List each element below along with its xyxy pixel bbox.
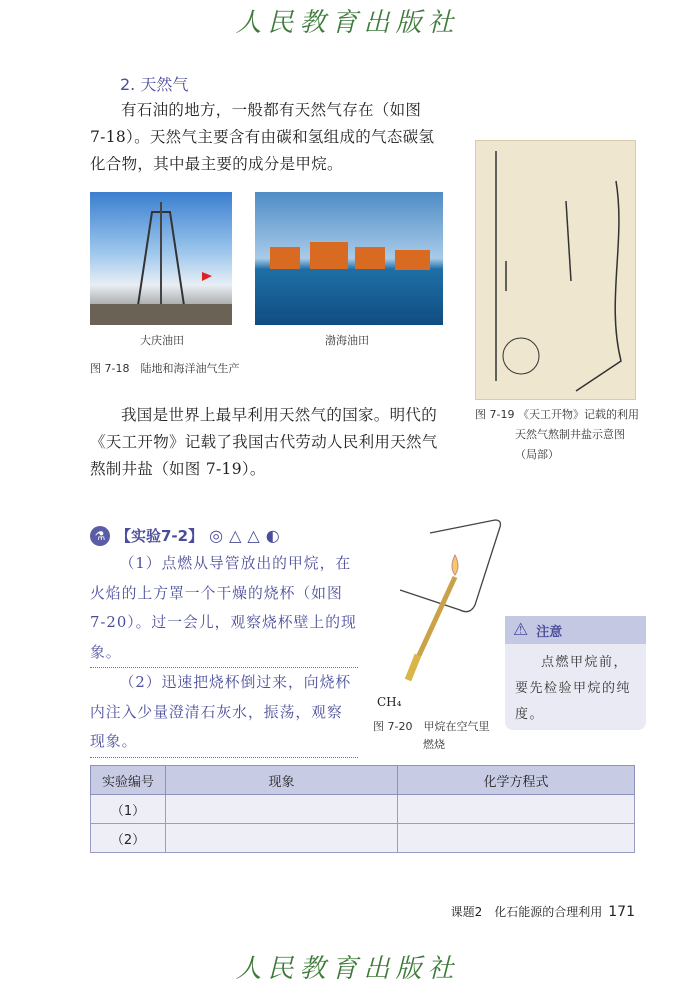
notice-title: 注意	[536, 624, 563, 640]
page-number: 171	[608, 904, 635, 920]
results-table	[90, 765, 635, 853]
paragraph-2: 我国是世界上最早利用天然气的国家。明代的《天工开物》记载了我国古代劳动人民利用天然气熬制井盐（如图 7-19）。	[90, 406, 438, 478]
flask-icon: ⚗	[90, 526, 110, 546]
col-header-id: 实验编号	[91, 766, 166, 795]
experiment-steps	[90, 549, 358, 758]
section-heading: 2. 天然气	[120, 75, 189, 94]
experiment-title: 【实验7-2】	[116, 527, 204, 545]
table-row	[91, 795, 635, 824]
experiment-header	[90, 525, 280, 546]
photo1-caption: 大庆油田	[140, 334, 184, 347]
figure-7-18-caption: 图 7-18 陆地和海洋油气生产	[90, 362, 240, 375]
experiment-step-1: （1）点燃从导管放出的甲烷，在火焰的上方罩一个干燥的烧杯（如图 7-20）。过一会儿，观察烧杯壁上的现象。	[90, 549, 358, 668]
tiangong-kaiwu-illustration	[475, 140, 636, 400]
cell-equation[interactable]	[398, 824, 635, 853]
warning-icon: ⚠	[513, 620, 529, 640]
paragraph-1: 有石油的地方，一般都有天然气存在（如图 7-18）。天然气主要含有由碳和氢组成的气态碳氢化合物，其中最主要的成分是甲烷。	[90, 101, 435, 173]
page-footer	[451, 903, 635, 920]
col-header-equation: 化学方程式	[398, 766, 635, 795]
col-header-phenomenon: 现象	[166, 766, 398, 795]
publisher-watermark-bottom: 人民教育出版社	[235, 954, 460, 984]
daqing-oilfield-photo	[90, 192, 232, 325]
photo2-caption: 渤海油田	[325, 334, 369, 347]
figure-7-20-caption: 图 7-20 甲烷在空气里燃烧	[373, 720, 490, 751]
goggles-icon: ◎	[209, 526, 224, 545]
hot-warning-icon: △	[247, 526, 260, 545]
cell-equation[interactable]	[398, 795, 635, 824]
experiment-step-2: （2）迅速把烧杯倒过来，向烧杯内注入少量澄清石灰水，振荡，观察现象。	[90, 668, 358, 758]
cell-phenomenon[interactable]	[166, 795, 398, 824]
publisher-watermark-top: 人民教育出版社	[235, 8, 460, 38]
notice-body: 点燃甲烷前，要先检验甲烷的纯度。	[515, 655, 632, 722]
figure-7-19-caption: 图 7-19 《天工开物》记载的利用天然气熬制井盐示意图（局部）	[475, 408, 639, 461]
table-row	[91, 824, 635, 853]
notice-box	[505, 616, 646, 730]
ch4-label: CH₄	[377, 695, 402, 709]
bohai-oilfield-photo	[255, 192, 443, 325]
cell-id: （2）	[91, 824, 166, 853]
methane-burning-diagram	[370, 515, 510, 705]
chapter-title: 课题2 化石能源的合理利用	[450, 905, 603, 919]
wash-hands-icon: ◐	[265, 526, 280, 545]
cell-phenomenon[interactable]	[166, 824, 398, 853]
flame-warning-icon: △	[229, 526, 242, 545]
cell-id: （1）	[91, 795, 166, 824]
